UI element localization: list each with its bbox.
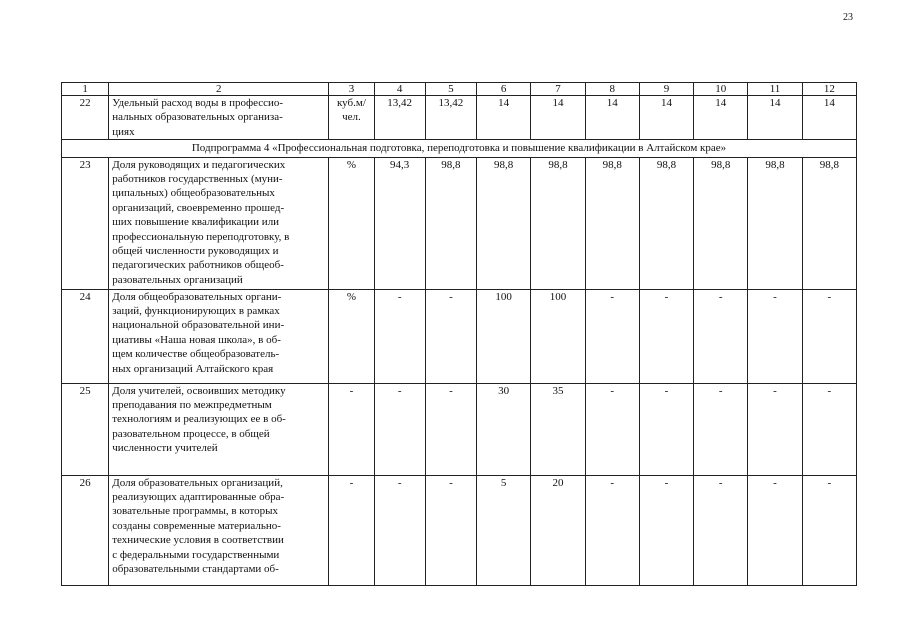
table-row: [62, 289, 857, 383]
text-line: -: [349, 476, 354, 489]
text-line: технические условия в соответствии: [112, 534, 284, 547]
text-line: Доля руководящих и педагогических: [112, 158, 286, 171]
value-cell: 100: [531, 289, 585, 383]
value-cell: 98,8: [531, 157, 585, 289]
column-number-5: 5: [425, 83, 476, 96]
column-number-8: 8: [585, 83, 639, 96]
text-line: с федеральными государственными: [112, 548, 280, 561]
value-cell: -: [585, 383, 639, 475]
table-row: [62, 383, 857, 475]
text-line: национальной образовательной ини-: [112, 319, 285, 332]
value-cell: 98,8: [477, 157, 531, 289]
value-cell: 98,8: [639, 157, 693, 289]
value-cell: 98,8: [802, 157, 856, 289]
value-cell: 14: [585, 96, 639, 140]
value-cell: -: [585, 475, 639, 585]
text-line: куб.м/: [336, 97, 366, 109]
column-number-11: 11: [748, 83, 802, 96]
row-number: 24: [62, 289, 109, 383]
value-cell: 13,42: [425, 96, 476, 140]
text-line: реализующих адаптированные обра-: [112, 491, 285, 504]
text-line: разовательных организаций: [112, 273, 243, 286]
text-line: Доля общеобразовательных органи-: [112, 290, 282, 303]
value-cell: 5: [477, 475, 531, 585]
indicator-description: [109, 96, 329, 140]
text-line: зовательные программы, в которых: [112, 505, 278, 518]
text-line: чел.: [342, 111, 361, 124]
value-cell: 14: [477, 96, 531, 140]
value-cell: 14: [694, 96, 748, 140]
value-cell: -: [585, 289, 639, 383]
unit-cell: [329, 96, 374, 140]
unit-cell: [329, 157, 374, 289]
column-number-header-row: [62, 83, 857, 96]
column-number-12: 12: [802, 83, 856, 96]
indicators-table: [61, 82, 857, 586]
value-cell: -: [639, 289, 693, 383]
value-cell: 98,8: [748, 157, 802, 289]
value-cell: -: [425, 289, 476, 383]
value-cell: -: [374, 383, 425, 475]
value-cell: -: [425, 383, 476, 475]
text-line: ципальных) общеобразовательных: [112, 187, 275, 200]
value-cell: 94,3: [374, 157, 425, 289]
text-line: ших повышение квалификации или: [112, 216, 280, 229]
text-line: нальных образовательных организа-: [112, 111, 283, 124]
unit-cell: [329, 289, 374, 383]
subprogram-title: Подпрограмма 4 «Профессиональная подготовка, переподготовка и повышение квалификации в Алтайском крае»: [62, 140, 857, 157]
column-number-9: 9: [639, 83, 693, 96]
value-cell: -: [374, 289, 425, 383]
text-line: Доля образовательных организаций,: [112, 476, 283, 489]
text-line: технологиям и реализующих ее в об-: [112, 413, 286, 426]
value-cell: -: [694, 383, 748, 475]
value-cell: 20: [531, 475, 585, 585]
column-number-3: 3: [329, 83, 374, 96]
value-cell: -: [748, 383, 802, 475]
value-cell: 13,42: [374, 96, 425, 140]
value-cell: 14: [802, 96, 856, 140]
text-line: %: [346, 158, 357, 171]
value-cell: -: [639, 475, 693, 585]
column-number-10: 10: [694, 83, 748, 96]
table-body: [62, 83, 857, 586]
indicator-description: [109, 289, 329, 383]
unit-cell: [329, 383, 374, 475]
text-line: работников государственных (муни-: [112, 173, 283, 186]
value-cell: -: [802, 475, 856, 585]
table-row: [62, 96, 857, 140]
row-number: 23: [62, 157, 109, 289]
text-line: профессиональную переподготовку, в: [112, 230, 290, 243]
column-number-2: 2: [109, 83, 329, 96]
subprogram-row: [62, 140, 857, 157]
text-line: Доля учителей, освоивших методику: [112, 384, 286, 397]
text-line: общей численности руководящих и: [112, 245, 279, 258]
value-cell: 30: [477, 383, 531, 475]
value-cell: -: [639, 383, 693, 475]
text-line: щем количестве общеобразователь-: [112, 348, 280, 361]
value-cell: 14: [639, 96, 693, 140]
text-line: -: [349, 384, 354, 397]
row-number: 25: [62, 383, 109, 475]
column-number-6: 6: [477, 83, 531, 96]
text-line: организаций, своевременно прошед-: [112, 201, 285, 214]
column-number-4: 4: [374, 83, 425, 96]
value-cell: 14: [748, 96, 802, 140]
text-line: образовательными стандартами об-: [112, 563, 279, 576]
value-cell: -: [694, 475, 748, 585]
value-cell: 14: [531, 96, 585, 140]
unit-cell: [329, 475, 374, 585]
value-cell: 98,8: [694, 157, 748, 289]
value-cell: -: [748, 289, 802, 383]
value-cell: -: [425, 475, 476, 585]
text-line: %: [346, 290, 357, 303]
value-cell: -: [802, 289, 856, 383]
page-number: 23: [843, 12, 853, 23]
text-line: преподавания по межпредметным: [112, 399, 272, 412]
value-cell: 98,8: [585, 157, 639, 289]
value-cell: -: [694, 289, 748, 383]
indicator-description: [109, 383, 329, 475]
value-cell: 100: [477, 289, 531, 383]
text-line: Удельный расход воды в профессио-: [112, 97, 284, 109]
text-line: циативы «Наша новая школа», в об-: [112, 333, 281, 346]
table-row: [62, 157, 857, 289]
text-line: циях: [112, 125, 135, 138]
column-number-7: 7: [531, 83, 585, 96]
text-line: разовательном процессе, в общей: [112, 427, 270, 440]
text-line: ных организаций Алтайского края: [112, 362, 274, 375]
text-line: созданы современные материально-: [112, 519, 281, 532]
value-cell: -: [802, 383, 856, 475]
row-number: 22: [62, 96, 109, 140]
value-cell: 98,8: [425, 157, 476, 289]
text-line: заций, функционирующих в рамках: [112, 305, 280, 318]
value-cell: -: [748, 475, 802, 585]
row-number: 26: [62, 475, 109, 585]
column-number-1: 1: [62, 83, 109, 96]
table-row: [62, 475, 857, 585]
indicator-description: [109, 157, 329, 289]
indicator-description: [109, 475, 329, 585]
text-line: педагогических работников общеоб-: [112, 259, 284, 272]
value-cell: 35: [531, 383, 585, 475]
text-line: численности учителей: [112, 442, 218, 455]
value-cell: -: [374, 475, 425, 585]
